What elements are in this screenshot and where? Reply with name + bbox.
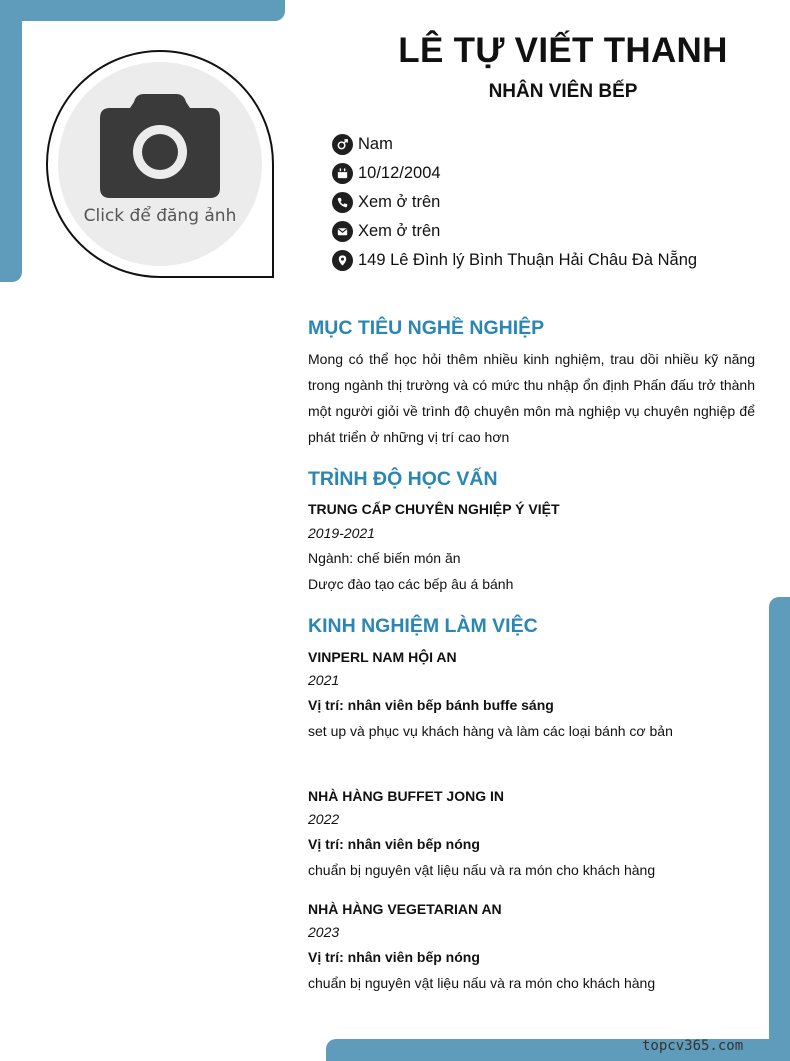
avatar-upload[interactable]	[58, 62, 262, 266]
education-major: Ngành: chế biến món ăn	[308, 550, 461, 566]
photo-caption: Click để đăng ảnh	[83, 206, 237, 226]
job-description: set up và phục vụ khách hàng và làm các loại bánh cơ bản	[308, 723, 673, 739]
job-role: Vị trí: nhân viên bếp bánh buffe sáng	[308, 697, 554, 713]
phone-icon	[332, 192, 353, 213]
avatar-frame	[46, 50, 274, 278]
birthday-value: 10/12/2004	[358, 164, 441, 182]
decor-left-bar	[0, 0, 22, 282]
job-year: 2021	[308, 672, 340, 688]
job-role: Vị trí: nhân viên bếp nóng	[308, 949, 480, 965]
job-position: NHÂN VIÊN BẾP	[488, 81, 638, 102]
gender-icon	[332, 134, 353, 155]
education-heading: TRÌNH ĐỘ HỌC VẤN	[308, 468, 498, 490]
job-year: 2023	[308, 924, 340, 940]
education-note: Dược đào tạo các bếp âu á bánh	[308, 576, 514, 592]
address-value: 149 Lê Đình lý Bình Thuận Hải Châu Đà Nẵng	[358, 251, 698, 269]
contact-phone	[332, 188, 697, 217]
decor-right-bar	[769, 597, 790, 1061]
email-value: Xem ở trên	[358, 222, 441, 240]
phone-value: Xem ở trên	[358, 193, 441, 211]
job-company: NHÀ HÀNG VEGETARIAN AN	[308, 901, 502, 917]
objective-text: Mong có thể học hỏi thêm nhiều kinh nghiệm, trau dồi nhiều kỹ năng trong ngành thị trường và có mức thu nhập ổn định Phấn đấu trở thành một người giỏi về trình độ chuyên môn mà nghiệp vụ chuyên nghiệp để phát triển ở những vị trí cao hơn	[308, 351, 755, 445]
job-description: chuẩn bị nguyên vật liệu nấu và ra món cho khách hàng	[308, 862, 656, 878]
decor-top-bar	[0, 0, 285, 21]
job-company: VINPERL NAM HỘI AN	[308, 649, 457, 665]
education-school: TRUNG CẤP CHUYÊN NGHIỆP Ý VIỆT	[308, 501, 560, 517]
camera-icon	[98, 92, 222, 200]
job-description: chuẩn bị nguyên vật liệu nấu và ra món cho khách hàng	[308, 975, 656, 991]
job-role: Vị trí: nhân viên bếp nóng	[308, 836, 480, 852]
contact-email	[332, 217, 697, 246]
watermark: topcv365.com	[642, 1038, 744, 1054]
contact-address	[332, 246, 697, 275]
contact-list	[332, 130, 697, 275]
contact-birthday	[332, 159, 697, 188]
location-pin-icon	[332, 250, 353, 271]
candidate-name: LÊ TỰ VIẾT THANH	[398, 31, 728, 70]
objective-heading: MỤC TIÊU NGHỀ NGHIỆP	[308, 317, 545, 339]
job-company: NHÀ HÀNG BUFFET JONG IN	[308, 788, 504, 804]
gender-value: Nam	[358, 135, 393, 153]
calendar-icon	[332, 163, 353, 184]
email-icon	[332, 221, 353, 242]
education-period: 2019-2021	[308, 525, 375, 541]
job-year: 2022	[308, 811, 340, 827]
contact-gender	[332, 130, 697, 159]
experience-heading: KINH NGHIỆM LÀM VIỆC	[308, 615, 538, 637]
